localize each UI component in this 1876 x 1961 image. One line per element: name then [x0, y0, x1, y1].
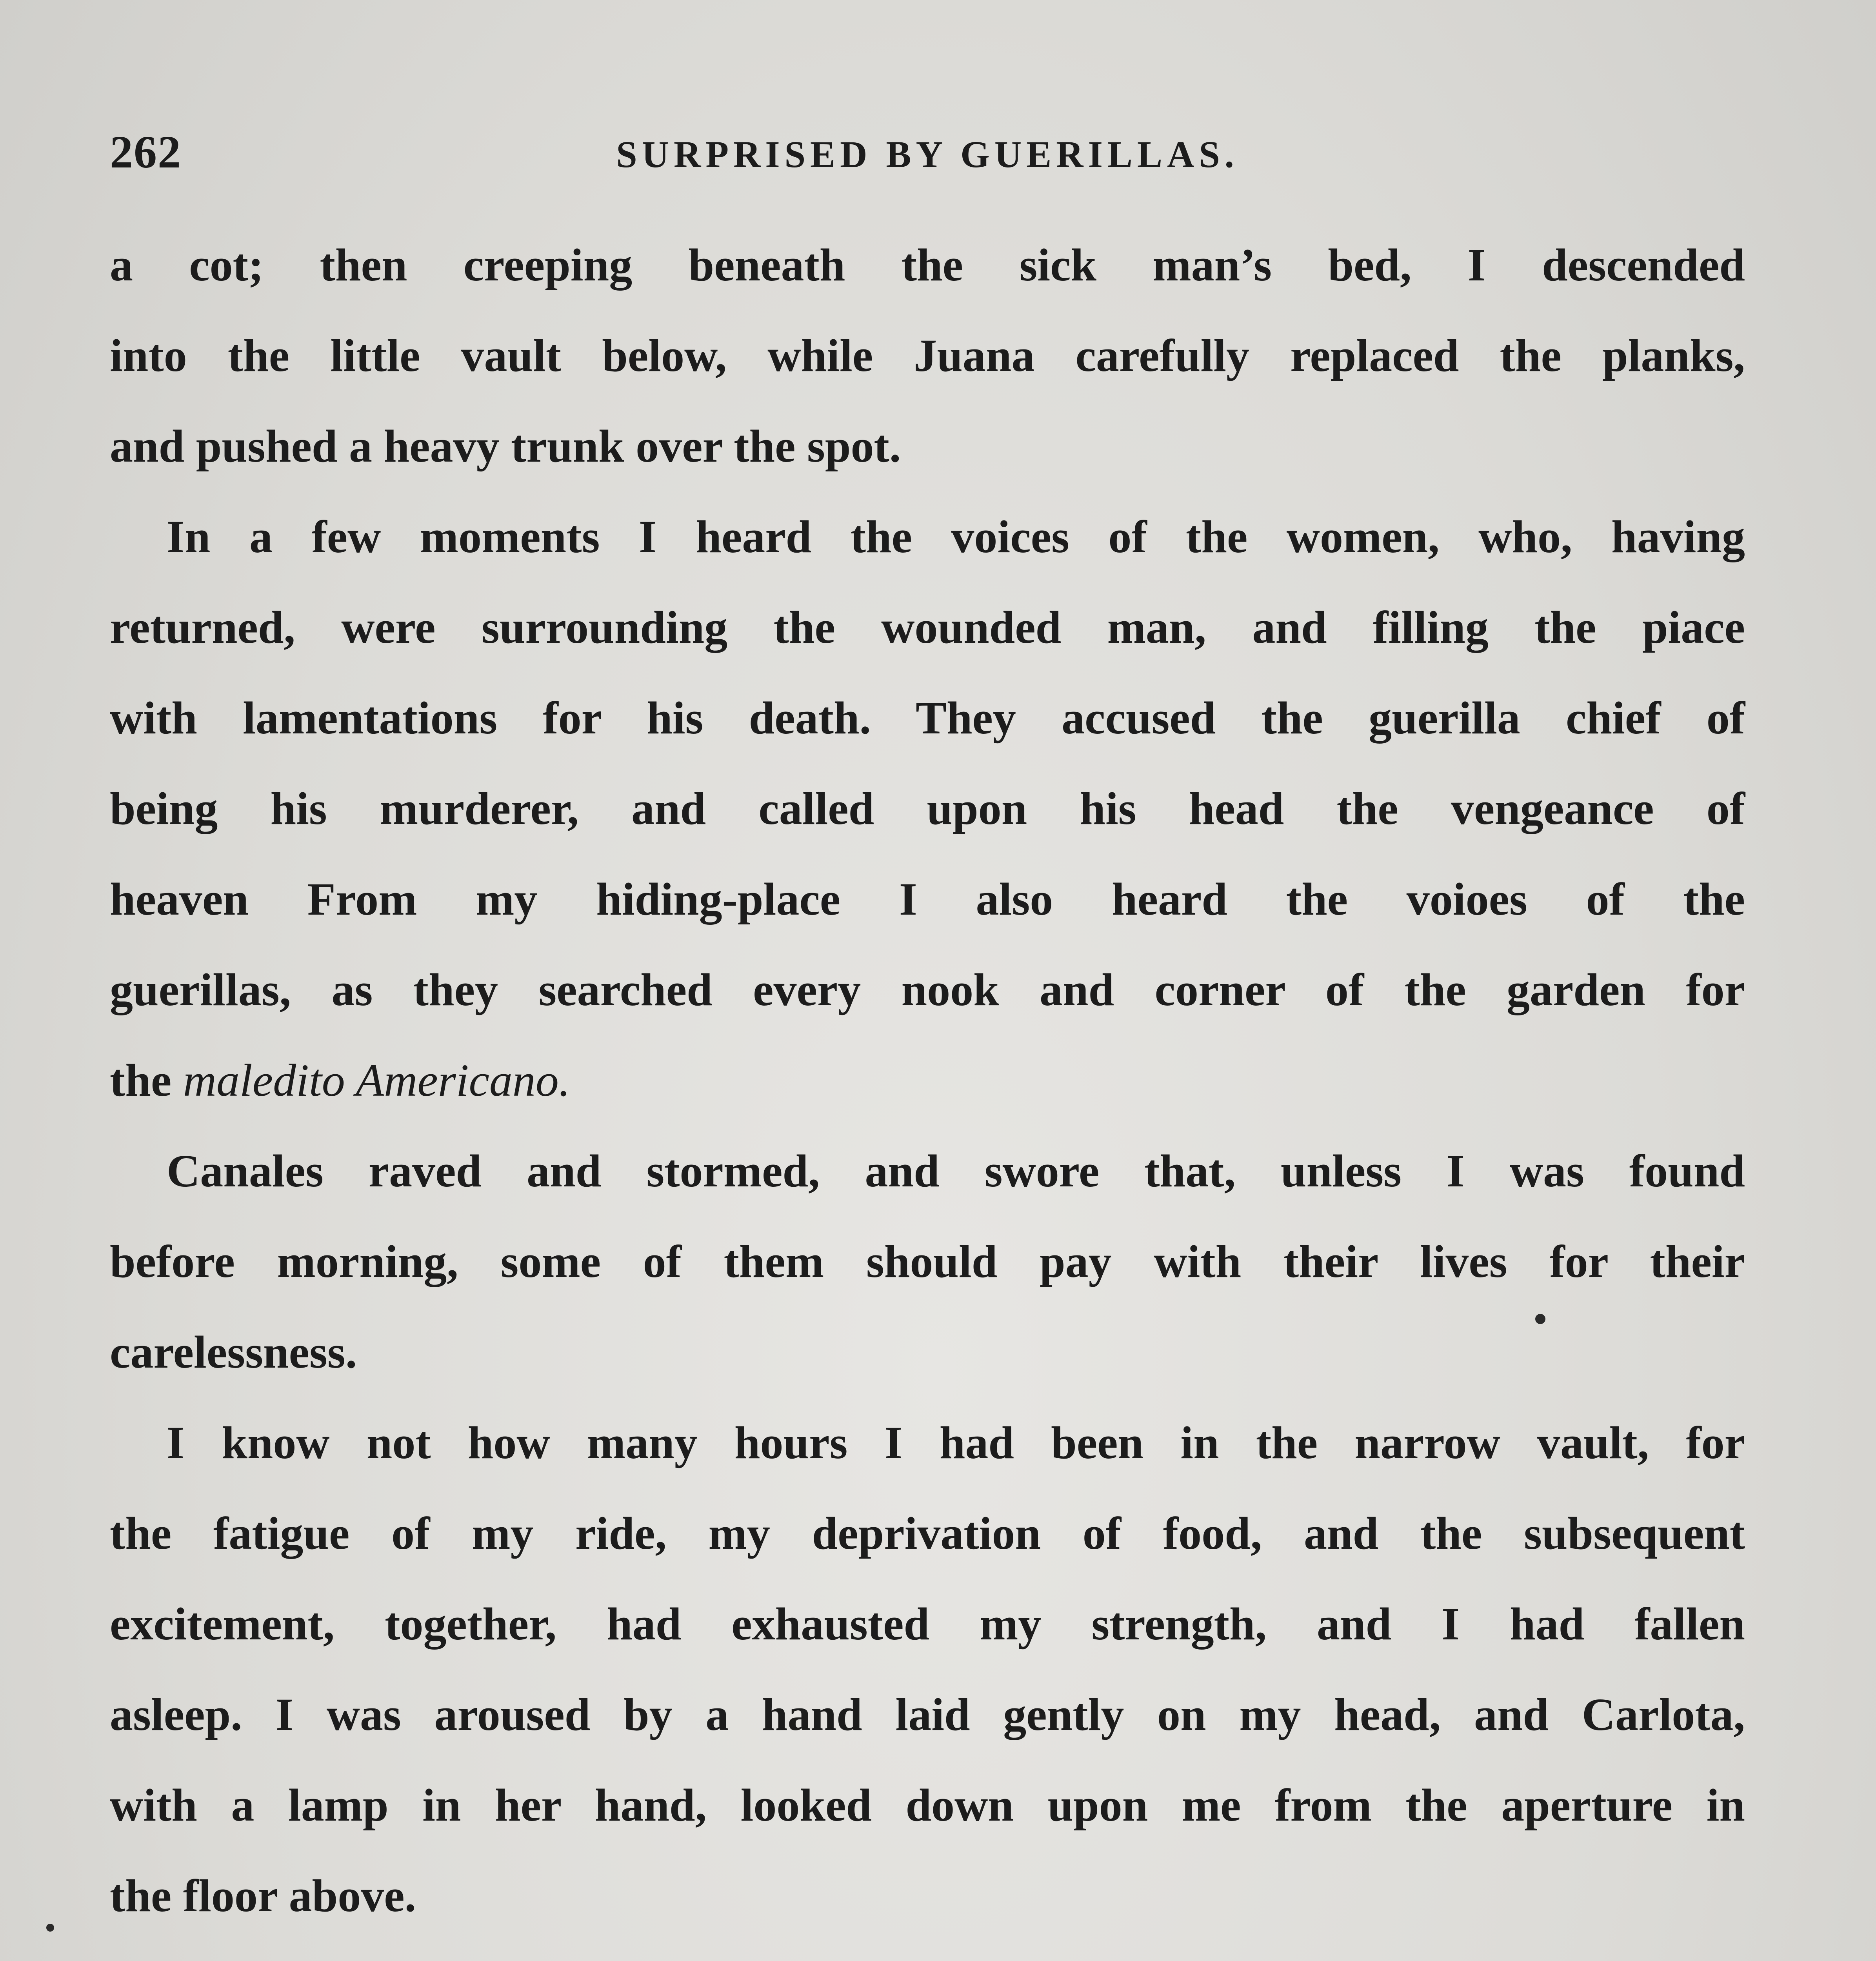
ink-speck [46, 1924, 54, 1932]
text-line: asleep. I was aroused by a hand laid gently on my head, and Carlota, [110, 1689, 1745, 1740]
text-line: excitement, together, had exhausted my strength, and I had fallen [110, 1598, 1745, 1650]
text-line: the fatigue of my ride, my deprivation of food, and the subsequent [110, 1508, 1745, 1559]
text-line [110, 1941, 1745, 1961]
text-line: heaven From my hiding-place I also heard the voioes of the [110, 873, 1745, 925]
text-line: carelessness. [110, 1326, 357, 1378]
body-text [110, 220, 1745, 1961]
text-line: before morning, some of them should pay with their lives for their [110, 1236, 1745, 1287]
text-line: returned, were surrounding the wounded man, and filling the piace [110, 602, 1745, 653]
text-line: a cot; then creeping beneath the sick man’s bed, I descended [110, 239, 1745, 291]
ink-speck [1535, 1314, 1545, 1324]
text-line: In a few moments I heard the voices of the women, who, having [167, 511, 1745, 562]
text-fragment: the [110, 1055, 183, 1106]
text-line: with a lamp in her hand, looked down upon me from the aperture in [110, 1779, 1745, 1831]
text-line: guerillas, as they searched every nook and corner of the garden for [110, 964, 1745, 1015]
paragraph [110, 1941, 1745, 1961]
text-line: being his murderer, and called upon his head the vengeance of [110, 783, 1745, 834]
text-line: Canales raved and stormed, and swore that, unless I was found [167, 1145, 1745, 1197]
text-line: into the little vault below, while Juana carefully replaced the planks, [110, 330, 1745, 381]
italic-phrase: maledito Americano. [183, 1055, 571, 1106]
running-title: SURPRISED BY GUERILLAS. [616, 133, 1239, 175]
paragraph [110, 220, 1745, 491]
text-line: I know not how many hours I had been in the narrow vault, for [167, 1417, 1745, 1468]
paragraph [110, 1397, 1745, 1941]
text-line: the floor above. [110, 1870, 416, 1921]
page-header [110, 118, 1745, 204]
paragraph [110, 1126, 1745, 1397]
paragraph [110, 491, 1745, 1126]
page-number: 262 [110, 126, 182, 178]
text-line [110, 1035, 1745, 1126]
text-line: and pushed a heavy trunk over the spot. [110, 420, 901, 472]
text-line: with lamentations for his death. They accused the guerilla chief of [110, 692, 1745, 744]
